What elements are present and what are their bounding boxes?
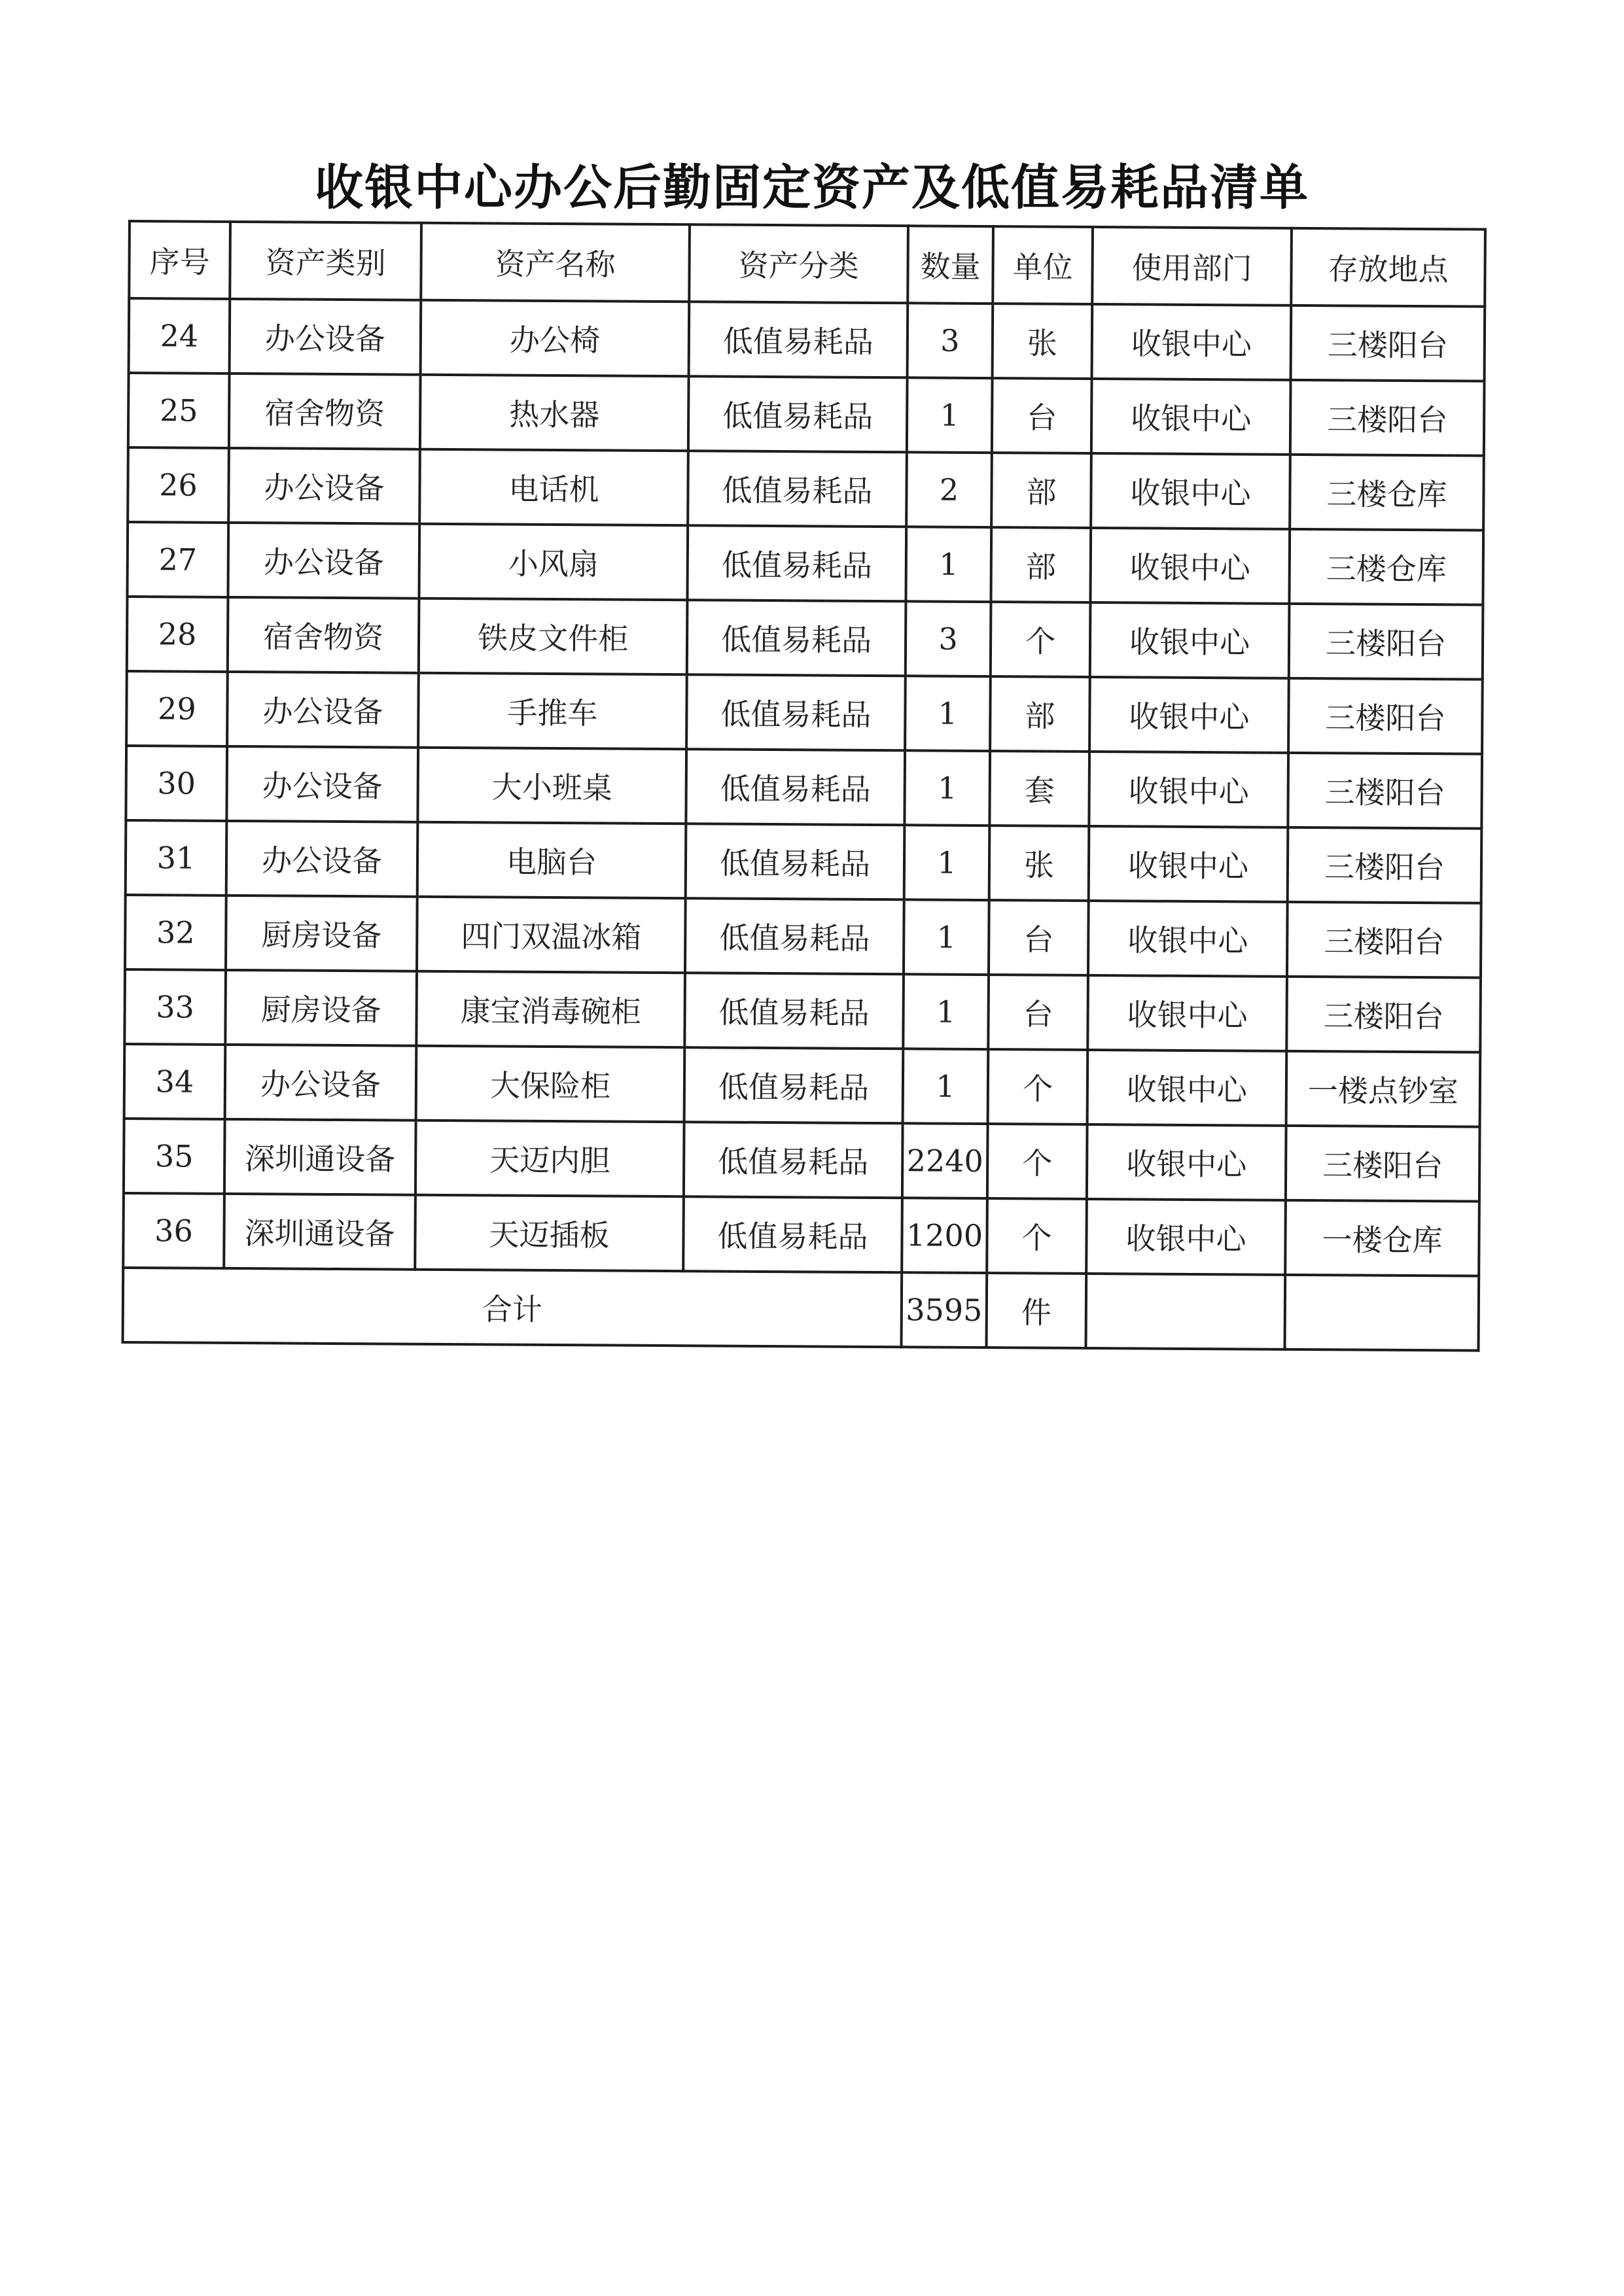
cell-department: 收银中心: [1090, 528, 1290, 604]
table-row: [124, 1119, 1480, 1202]
cell-location: 三楼阳台: [1288, 678, 1483, 754]
header-asset-category: 资产类别: [230, 222, 421, 300]
cell-department: 收银中心: [1089, 826, 1288, 902]
cell-unit: 台: [988, 975, 1088, 1050]
cell-serial-number: 25: [128, 373, 230, 448]
cell-location: 三楼阳台: [1289, 604, 1483, 680]
cell-department: 收银中心: [1086, 1199, 1286, 1275]
cell-asset-category: 办公设备: [226, 746, 418, 822]
cell-asset-name: 四门双温冰箱: [417, 897, 686, 973]
cell-location: 三楼仓库: [1289, 529, 1483, 605]
cell-asset-name: 铁皮文件柜: [419, 599, 688, 675]
cell-asset-category: 办公设备: [228, 523, 419, 599]
cell-asset-category: 深圳通设备: [224, 1119, 416, 1195]
cell-quantity: 2: [906, 452, 992, 527]
total-department: [1086, 1274, 1285, 1349]
table-row: [124, 1044, 1481, 1127]
cell-department: 收银中心: [1089, 677, 1289, 753]
cell-asset-category: 宿舍物资: [228, 597, 419, 673]
cell-asset-classification: 低值易耗品: [688, 376, 908, 452]
total-quantity: 3595: [901, 1272, 987, 1348]
table-row: [127, 597, 1483, 680]
cell-unit: 个: [987, 1124, 1087, 1199]
cell-location: 一楼点钞室: [1286, 1051, 1481, 1127]
cell-quantity: 2240: [902, 1123, 988, 1198]
cell-quantity: 3: [908, 303, 993, 378]
header-location: 存放地点: [1291, 228, 1485, 307]
table-row: [127, 522, 1483, 605]
cell-quantity: 1: [907, 377, 993, 453]
header-serial-number: 序号: [129, 221, 230, 299]
table-row: [125, 895, 1481, 978]
cell-asset-name: 大保险柜: [416, 1046, 685, 1122]
cell-asset-category: 宿舍物资: [229, 374, 421, 449]
cell-unit: 部: [990, 676, 1090, 752]
cell-asset-classification: 低值易耗品: [685, 898, 904, 974]
cell-asset-category: 办公设备: [225, 1045, 417, 1121]
total-unit: 件: [986, 1273, 1086, 1348]
cell-department: 收银中心: [1087, 975, 1287, 1051]
cell-unit: 台: [989, 900, 1089, 975]
document-title: 收银中心办公后勤固定资产及低值易耗品清单: [315, 160, 1309, 216]
cell-location: 三楼阳台: [1288, 827, 1482, 903]
header-department: 使用部门: [1092, 227, 1292, 305]
cell-asset-classification: 低值易耗品: [684, 1122, 903, 1198]
cell-serial-number: 33: [124, 969, 226, 1045]
cell-quantity: 1: [904, 750, 990, 826]
total-label: 合计: [123, 1268, 902, 1347]
cell-asset-category: 厨房设备: [225, 970, 417, 1046]
cell-asset-classification: 低值易耗品: [684, 1047, 904, 1123]
cell-serial-number: 32: [125, 895, 226, 970]
cell-unit: 套: [989, 751, 1089, 826]
table-row: [123, 1193, 1479, 1276]
cell-asset-classification: 低值易耗品: [687, 525, 906, 601]
cell-asset-category: 办公设备: [230, 299, 421, 375]
cell-asset-name: 热水器: [420, 375, 689, 451]
cell-quantity: 1: [904, 825, 990, 900]
cell-location: 三楼阳台: [1287, 902, 1481, 978]
cell-asset-name: 电脑台: [417, 822, 686, 899]
cell-unit: 张: [989, 826, 1089, 901]
cell-department: 收银中心: [1088, 901, 1288, 977]
cell-asset-name: 办公椅: [421, 300, 690, 377]
table-row: [129, 298, 1485, 381]
cell-serial-number: 31: [126, 820, 227, 896]
cell-unit: 个: [987, 1198, 1087, 1274]
cell-asset-name: 电话机: [419, 449, 688, 526]
cell-serial-number: 26: [128, 447, 229, 523]
cell-department: 收银中心: [1091, 379, 1291, 455]
cell-location: 三楼阳台: [1286, 977, 1481, 1052]
table-row: [126, 820, 1482, 903]
table-row: [126, 746, 1482, 829]
cell-location: 三楼仓库: [1290, 455, 1484, 531]
cell-quantity: 1200: [902, 1198, 987, 1273]
cell-quantity: 1: [903, 1049, 989, 1124]
cell-department: 收银中心: [1089, 752, 1288, 827]
header-unit: 单位: [993, 226, 1093, 304]
header-asset-name: 资产名称: [421, 223, 690, 302]
cell-location: 三楼阳台: [1291, 305, 1485, 381]
cell-unit: 个: [988, 1049, 1088, 1124]
cell-asset-category: 深圳通设备: [224, 1194, 415, 1270]
cell-quantity: 1: [904, 899, 989, 975]
cell-asset-category: 办公设备: [228, 448, 420, 524]
cell-asset-name: 天迈内胆: [415, 1121, 684, 1197]
cell-serial-number: 34: [124, 1044, 226, 1119]
cell-asset-classification: 低值易耗品: [686, 824, 905, 899]
table-row: [124, 969, 1481, 1052]
cell-unit: 部: [991, 453, 1091, 528]
cell-location: 三楼阳台: [1290, 380, 1485, 456]
table-row: [128, 447, 1484, 531]
cell-department: 收银中心: [1087, 1050, 1287, 1126]
header-quantity: 数量: [908, 226, 993, 304]
cell-quantity: 1: [903, 974, 989, 1049]
cell-serial-number: 35: [124, 1119, 225, 1194]
cell-quantity: 1: [905, 676, 991, 751]
cell-location: 一楼仓库: [1285, 1200, 1479, 1276]
cell-asset-category: 厨房设备: [226, 896, 417, 971]
cell-asset-classification: 低值易耗品: [686, 674, 906, 750]
table-row: [128, 373, 1485, 456]
cell-quantity: 1: [906, 527, 991, 602]
cell-serial-number: 28: [127, 597, 228, 672]
cell-asset-classification: 低值易耗品: [683, 1196, 902, 1272]
cell-department: 收银中心: [1090, 602, 1290, 678]
cell-unit: 张: [993, 304, 1093, 379]
cell-serial-number: 27: [127, 522, 228, 597]
cell-asset-category: 办公设备: [227, 672, 419, 748]
cell-department: 收银中心: [1091, 453, 1290, 529]
cell-serial-number: 36: [123, 1193, 224, 1268]
cell-unit: 部: [991, 527, 1091, 602]
total-location: [1284, 1275, 1479, 1351]
cell-asset-name: 康宝消毒碗柜: [416, 971, 685, 1048]
total-row: [123, 1268, 1479, 1351]
cell-asset-classification: 低值易耗品: [687, 600, 906, 676]
cell-asset-classification: 低值易耗品: [688, 451, 907, 527]
cell-unit: 台: [992, 378, 1092, 453]
cell-asset-category: 办公设备: [226, 821, 418, 897]
cell-location: 三楼阳台: [1286, 1126, 1480, 1202]
table-row: [126, 671, 1483, 754]
cell-asset-classification: 低值易耗品: [686, 749, 905, 825]
cell-unit: 个: [991, 602, 1091, 677]
cell-asset-name: 小风扇: [419, 524, 688, 600]
table-header-row: [129, 221, 1485, 307]
cell-serial-number: 30: [126, 746, 227, 821]
cell-department: 收银中心: [1092, 304, 1292, 380]
cell-asset-name: 天迈插板: [415, 1195, 684, 1272]
cell-location: 三楼阳台: [1288, 753, 1482, 829]
cell-serial-number: 29: [126, 671, 228, 746]
asset-table: [122, 220, 1487, 1352]
cell-asset-name: 手推车: [418, 673, 687, 750]
cell-asset-classification: 低值易耗品: [689, 302, 908, 377]
cell-asset-name: 大小班桌: [417, 748, 686, 824]
cell-asset-classification: 低值易耗品: [684, 973, 904, 1049]
header-asset-classification: 资产分类: [689, 224, 908, 303]
cell-department: 收银中心: [1087, 1124, 1286, 1200]
cell-serial-number: 24: [129, 298, 230, 374]
cell-quantity: 3: [906, 601, 991, 676]
